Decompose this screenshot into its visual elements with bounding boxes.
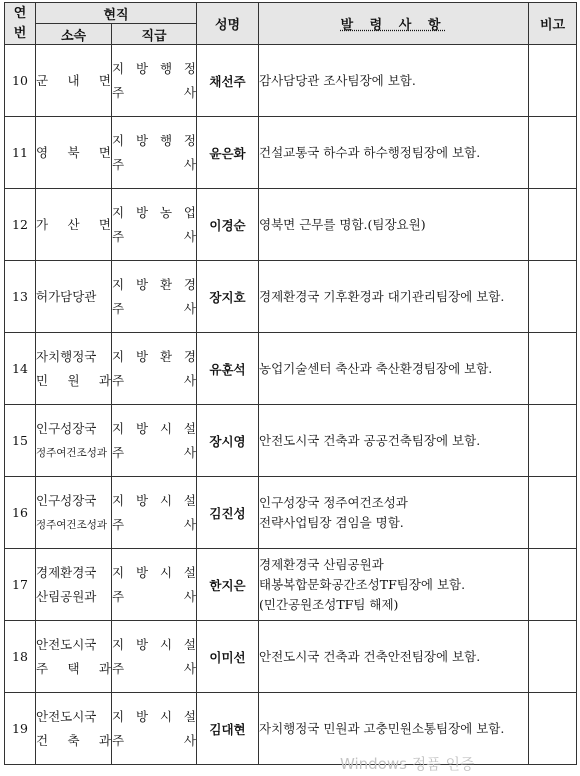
department-line: 인구성장국 xyxy=(36,420,97,436)
table-row xyxy=(5,693,577,765)
row-appointment xyxy=(259,477,529,549)
row-name: 김대현 xyxy=(197,693,259,765)
table-row xyxy=(5,117,577,189)
appointment-line: 경제환경국 기후환경과 대기관리팀장에 보함. xyxy=(259,288,505,304)
header-rank: 직급 xyxy=(112,24,197,45)
row-note xyxy=(529,693,577,765)
rank-line: 주 사 xyxy=(112,516,196,532)
header-dept: 소속 xyxy=(36,24,112,45)
rank-line: 지 방 환 경 xyxy=(112,276,196,292)
rank-line: 지 방 행 정 xyxy=(112,132,196,148)
department-line: 인구성장국 xyxy=(36,492,97,508)
department-line: 자치행정국 xyxy=(36,348,97,364)
row-note xyxy=(529,189,577,261)
row-name: 유훈석 xyxy=(197,333,259,405)
row-department xyxy=(36,693,112,765)
rank-line: 지 방 시 설 xyxy=(112,636,196,652)
rank-line: 지 방 시 설 xyxy=(112,564,196,580)
appointment-line: 인구성장국 정주여건조성과 xyxy=(259,494,408,510)
row-rank xyxy=(112,117,197,189)
appointment-line: 자치행정국 민원과 고충민원소통팀장에 보함. xyxy=(259,720,505,736)
row-department xyxy=(36,117,112,189)
rank-line: 주 사 xyxy=(112,444,196,460)
table-row xyxy=(5,621,577,693)
row-note xyxy=(529,261,577,333)
row-number: 14 xyxy=(5,333,36,405)
row-note xyxy=(529,45,577,117)
department-line: 민 원 과 xyxy=(36,372,111,388)
rank-line: 주 사 xyxy=(112,372,196,388)
row-name: 이경순 xyxy=(197,189,259,261)
row-number: 10 xyxy=(5,45,36,117)
department-line: 정주여건조성과 xyxy=(36,446,108,459)
row-rank xyxy=(112,477,197,549)
row-rank xyxy=(112,189,197,261)
department-line: 영 북 면 xyxy=(36,144,111,160)
row-department xyxy=(36,621,112,693)
row-appointment xyxy=(259,189,529,261)
department-line: 주 택 과 xyxy=(36,660,111,676)
row-note xyxy=(529,621,577,693)
appointment-line: 태봉복합문화공간조성TF팀장에 보함. xyxy=(259,576,466,592)
header-current: 현직 xyxy=(36,3,197,24)
row-department xyxy=(36,405,112,477)
row-name: 장시영 xyxy=(197,405,259,477)
appointment-line: 건설교통국 하수과 하수행정팀장에 보함. xyxy=(259,144,481,160)
appointment-line: 감사담당관 조사팀장에 보함. xyxy=(259,72,416,88)
row-department xyxy=(36,549,112,621)
row-department xyxy=(36,261,112,333)
row-appointment xyxy=(259,261,529,333)
appointment-table-body xyxy=(5,3,577,765)
row-number: 17 xyxy=(5,549,36,621)
rank-line: 주 사 xyxy=(112,228,196,244)
department-line: 허가담당관 xyxy=(36,288,97,304)
row-number: 16 xyxy=(5,477,36,549)
row-note xyxy=(529,549,577,621)
table-row xyxy=(5,45,577,117)
header-no-text: 연번 xyxy=(13,5,27,41)
table-row xyxy=(5,549,577,621)
department-line: 안전도시국 xyxy=(36,636,97,652)
row-name: 장지호 xyxy=(197,261,259,333)
row-name: 한지은 xyxy=(197,549,259,621)
row-appointment xyxy=(259,117,529,189)
rank-line: 주 사 xyxy=(112,84,196,100)
rank-line: 지 방 행 정 xyxy=(112,60,196,76)
header-content xyxy=(259,3,529,45)
row-rank xyxy=(112,261,197,333)
row-number: 19 xyxy=(5,693,36,765)
row-appointment xyxy=(259,405,529,477)
department-line: 건 축 과 xyxy=(36,732,111,748)
row-rank xyxy=(112,693,197,765)
table-row xyxy=(5,477,577,549)
appointment-line: 농업기술센터 축산과 축산환경팀장에 보함. xyxy=(259,360,493,376)
appointment-line: (민간공원조성TF팀 해제) xyxy=(259,596,399,612)
department-line: 안전도시국 xyxy=(36,708,97,724)
rank-line: 지 방 환 경 xyxy=(112,348,196,364)
appointment-line: 전략사업팀장 겸임을 명함. xyxy=(259,514,404,530)
department-line: 산림공원과 xyxy=(36,588,97,604)
rank-line: 지 방 시 설 xyxy=(112,492,196,508)
row-rank xyxy=(112,45,197,117)
header-no xyxy=(5,3,36,45)
row-rank xyxy=(112,549,197,621)
appointment-line: 안전도시국 건축과 공공건축팀장에 보함. xyxy=(259,432,481,448)
rank-line: 주 사 xyxy=(112,588,196,604)
appointment-line: 안전도시국 건축과 건축안전팀장에 보함. xyxy=(259,648,481,664)
row-department xyxy=(36,45,112,117)
table-row xyxy=(5,405,577,477)
table-row xyxy=(5,261,577,333)
row-note xyxy=(529,405,577,477)
row-number: 13 xyxy=(5,261,36,333)
row-note xyxy=(529,477,577,549)
row-appointment xyxy=(259,549,529,621)
header-row-top xyxy=(5,3,577,24)
table-row xyxy=(5,333,577,405)
department-line: 경제환경국 xyxy=(36,564,97,580)
row-number: 15 xyxy=(5,405,36,477)
rank-line: 주 사 xyxy=(112,660,196,676)
row-department xyxy=(36,189,112,261)
department-line: 정주여건조성과 xyxy=(36,518,108,531)
rank-line: 주 사 xyxy=(112,732,196,748)
rank-line: 주 사 xyxy=(112,300,196,316)
appointment-line: 영북면 근무를 명함.(팀장요원) xyxy=(259,216,426,232)
row-rank xyxy=(112,405,197,477)
appointment-table xyxy=(4,2,577,765)
row-appointment xyxy=(259,333,529,405)
header-name: 성명 xyxy=(197,3,259,45)
department-line: 가 산 면 xyxy=(36,216,111,232)
table-row xyxy=(5,189,577,261)
appointment-line: 경제환경국 산림공원과 xyxy=(259,556,384,572)
rank-line: 지 방 시 설 xyxy=(112,420,196,436)
row-rank xyxy=(112,621,197,693)
row-number: 12 xyxy=(5,189,36,261)
header-content-text: 발 령 사 항 xyxy=(340,18,447,33)
row-number: 18 xyxy=(5,621,36,693)
header-note: 비고 xyxy=(529,3,577,45)
row-name: 윤은화 xyxy=(197,117,259,189)
row-department xyxy=(36,333,112,405)
row-number: 11 xyxy=(5,117,36,189)
row-name: 김진성 xyxy=(197,477,259,549)
row-note xyxy=(529,117,577,189)
row-appointment xyxy=(259,621,529,693)
row-rank xyxy=(112,333,197,405)
department-line: 군 내 면 xyxy=(36,72,111,88)
row-note xyxy=(529,333,577,405)
windows-activation-watermark: Windows 정품 인증 xyxy=(340,755,475,773)
row-name: 이미선 xyxy=(197,621,259,693)
row-department xyxy=(36,477,112,549)
row-appointment xyxy=(259,45,529,117)
rank-line: 지 방 농 업 xyxy=(112,204,196,220)
row-name: 채선주 xyxy=(197,45,259,117)
rank-line: 지 방 시 설 xyxy=(112,708,196,724)
rank-line: 주 사 xyxy=(112,156,196,172)
